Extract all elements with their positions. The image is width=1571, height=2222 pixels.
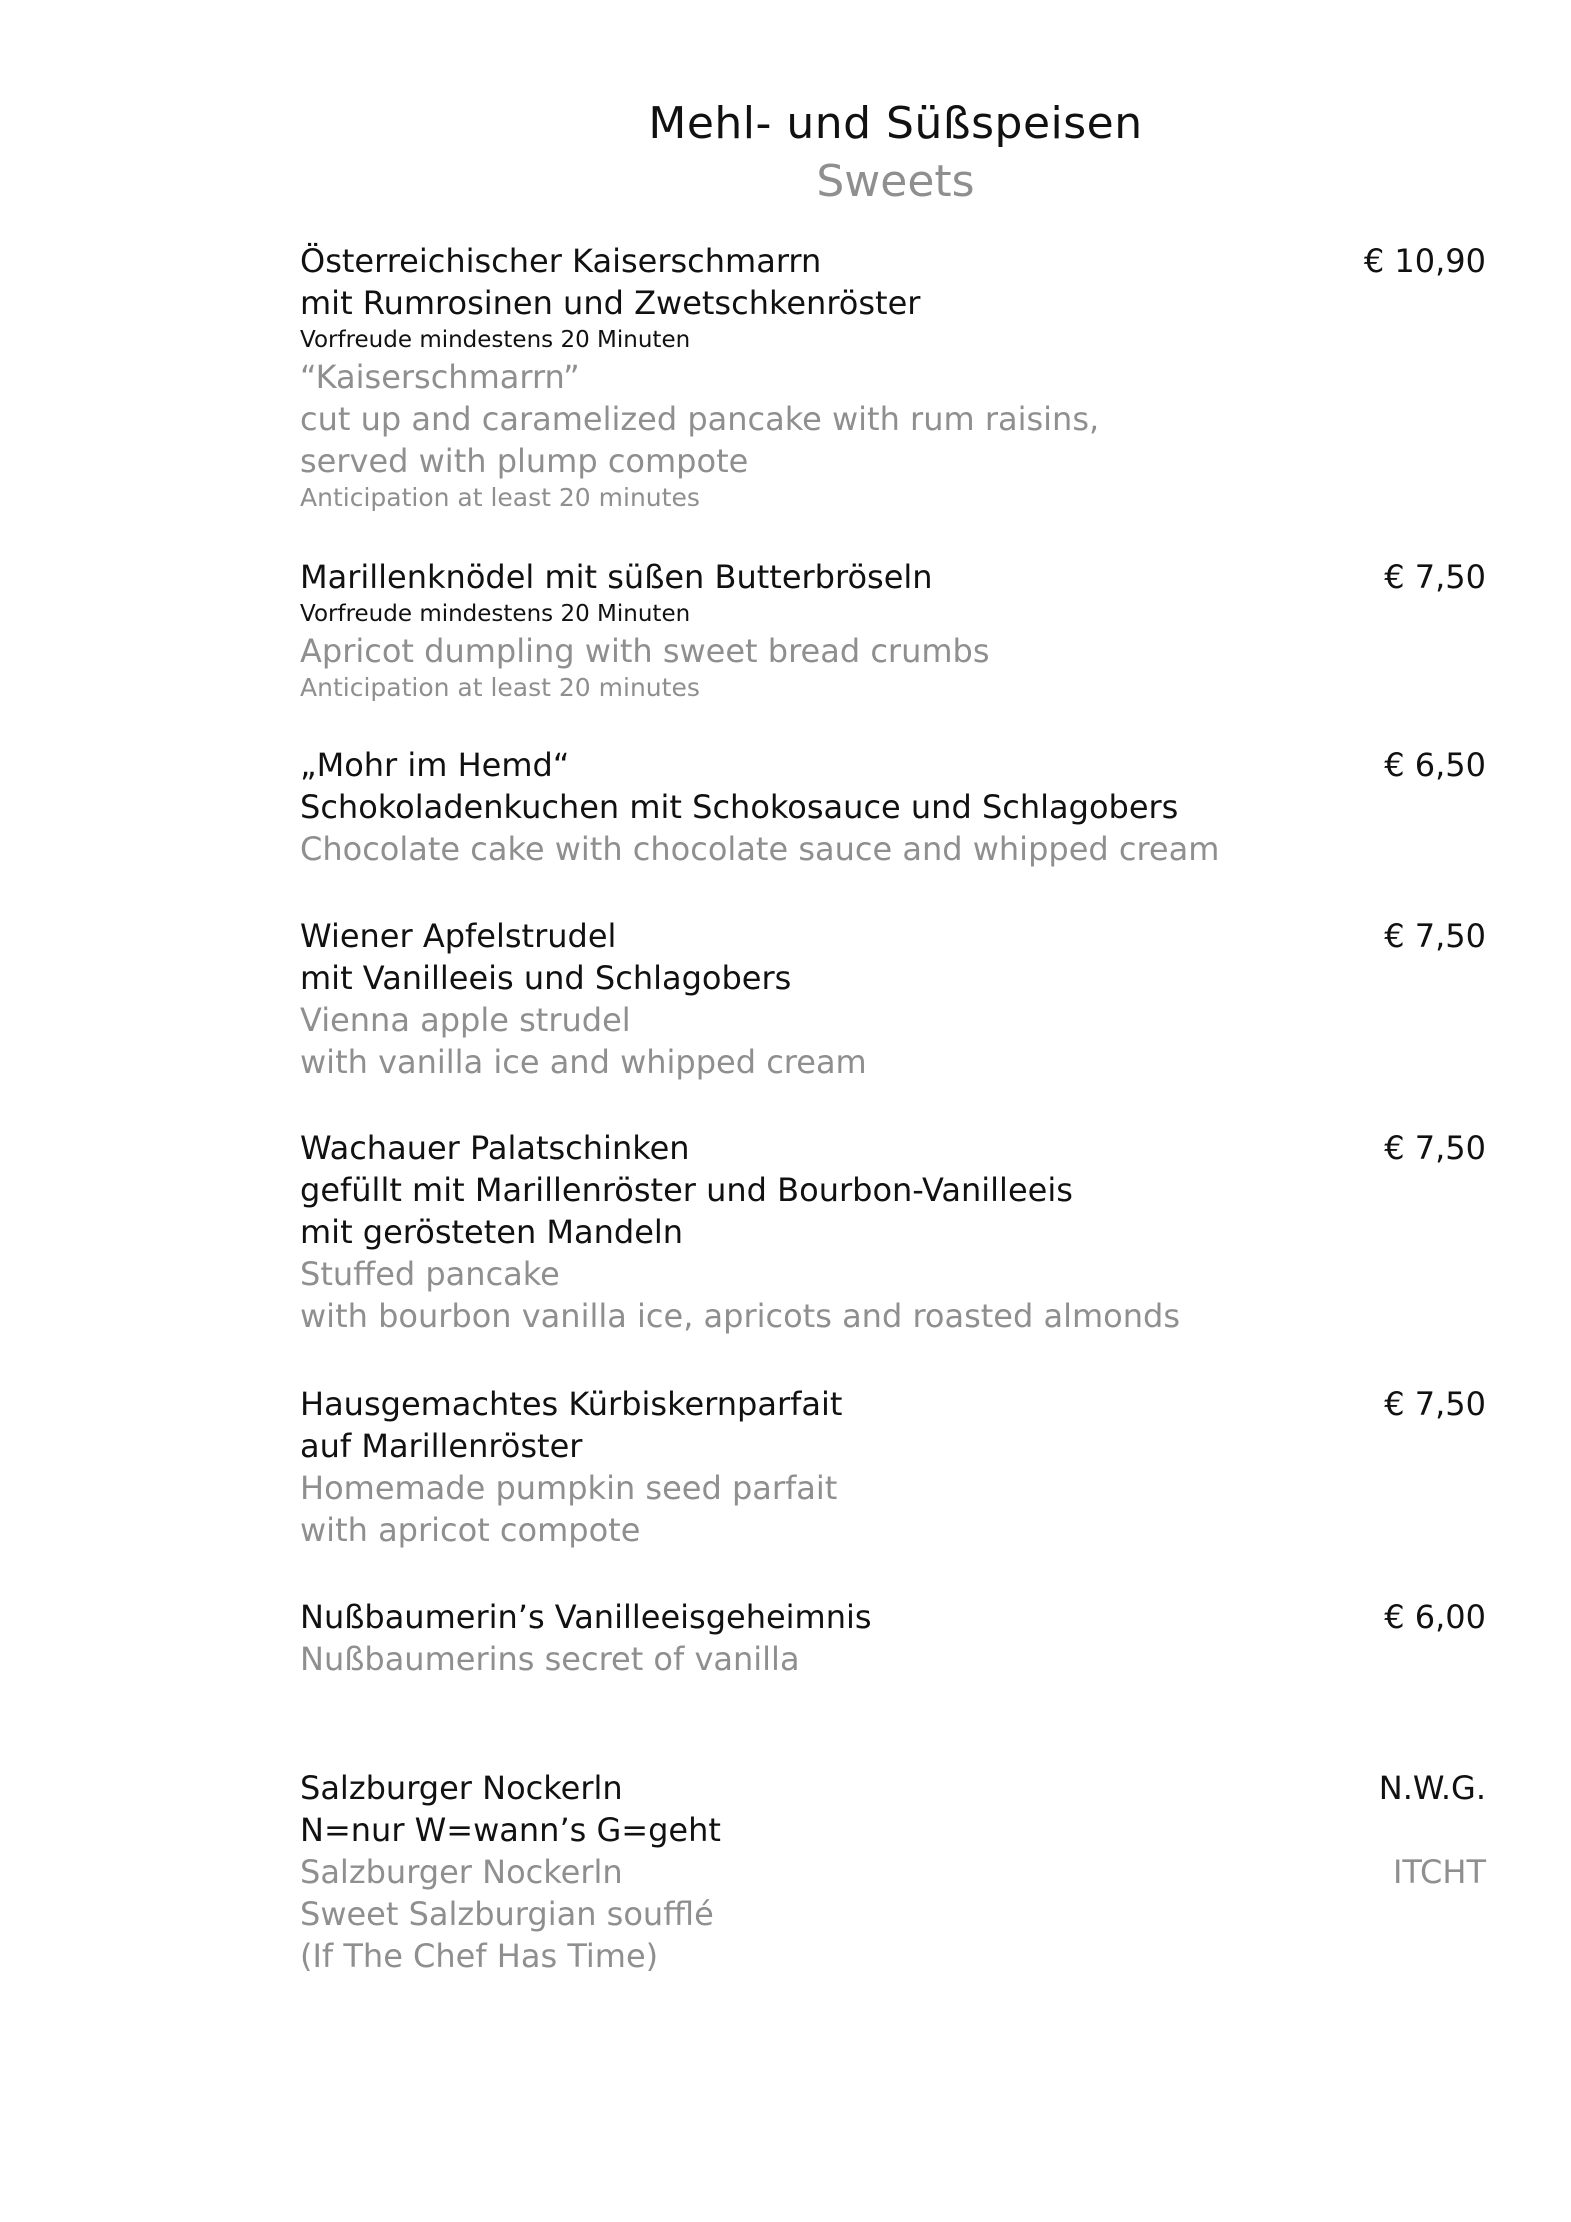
item-note-de: Vorfreude mindestens 20 Minuten: [300, 601, 691, 627]
item-name-en: Stuffed pancake: [300, 1255, 560, 1293]
item-note-en: Anticipation at least 20 minutes: [300, 673, 700, 702]
menu-item: [300, 1383, 1486, 1551]
item-name-de: N=nur W=wann’s G=geht: [300, 1811, 721, 1849]
item-name-de: „Mohr im Hemd“: [300, 746, 570, 784]
item-price: € 7,50: [1384, 558, 1486, 596]
item-name-en: Homemade pumpkin seed parfait: [300, 1469, 838, 1507]
item-name-de: Hausgemachtes Kürbiskernparfait: [300, 1385, 843, 1423]
item-name-de: mit Vanilleeis und Schlagobers: [300, 959, 792, 997]
item-name-en: Apricot dumpling with sweet bread crumbs: [300, 632, 990, 670]
item-name-de: auf Marillenröster: [300, 1427, 583, 1465]
item-name-de: Salzburger Nockerln: [300, 1769, 623, 1807]
item-name-en: with apricot compote: [300, 1511, 641, 1549]
item-price: € 7,50: [1384, 917, 1486, 955]
menu-item: [300, 915, 1486, 1083]
item-note-en: Anticipation at least 20 minutes: [300, 483, 700, 512]
item-name-de: gefüllt mit Marillenröster und Bourbon-Vanilleeis: [300, 1171, 1073, 1209]
menu-item: [300, 556, 1486, 704]
item-name-en: with bourbon vanilla ice, apricots and roasted almonds: [300, 1297, 1180, 1335]
item-name-de: mit gerösteten Mandeln: [300, 1213, 684, 1251]
item-price: € 6,00: [1384, 1598, 1486, 1636]
item-price: N.W.G.: [1378, 1769, 1486, 1807]
item-name-en: Sweet Salzburgian soufflé: [300, 1895, 714, 1933]
menu-item: [300, 1596, 1486, 1680]
item-price: € 7,50: [1384, 1129, 1486, 1167]
item-name-de: Schokoladenkuchen mit Schokosauce und Schlagobers: [300, 788, 1179, 826]
item-price: € 6,50: [1384, 746, 1486, 784]
item-name-en: cut up and caramelized pancake with rum raisins,: [300, 400, 1100, 438]
page-title: Mehl- und Süßspeisen: [648, 98, 1143, 149]
item-price: € 10,90: [1363, 242, 1486, 280]
item-name-de: Wiener Apfelstrudel: [300, 917, 617, 955]
item-name-en: with vanilla ice and whipped cream: [300, 1043, 867, 1081]
menu-item: [300, 1767, 1486, 1977]
item-price: € 7,50: [1384, 1385, 1486, 1423]
item-name-de: Österreichischer Kaiserschmarrn: [300, 242, 822, 280]
menu-item: [300, 240, 1486, 514]
item-name-en: “Kaiserschmarrn”: [300, 358, 580, 396]
item-name-en: served with plump compote: [300, 442, 749, 480]
item-name-en: Nußbaumerins secret of vanilla: [300, 1640, 800, 1678]
item-name-de: Marillenknödel mit süßen Butterbröseln: [300, 558, 933, 596]
item-name-de: Nußbaumerin’s Vanilleeisgeheimnis: [300, 1598, 872, 1636]
item-name-en: (If The Chef Has Time): [300, 1937, 659, 1975]
page-subtitle: Sweets: [816, 156, 975, 207]
item-note-de: Vorfreude mindestens 20 Minuten: [300, 327, 691, 353]
item-name-en: Vienna apple strudel: [300, 1001, 631, 1039]
item-name-en: Chocolate cake with chocolate sauce and whipped cream: [300, 830, 1220, 868]
item-name-de: Wachauer Palatschinken: [300, 1129, 690, 1167]
item-price-en: ITCHT: [1392, 1853, 1486, 1891]
menu-item: [300, 744, 1486, 870]
menu-item: [300, 1127, 1486, 1337]
item-name-de: mit Rumrosinen und Zwetschkenröster: [300, 284, 921, 322]
item-name-en: Salzburger Nockerln: [300, 1853, 623, 1891]
